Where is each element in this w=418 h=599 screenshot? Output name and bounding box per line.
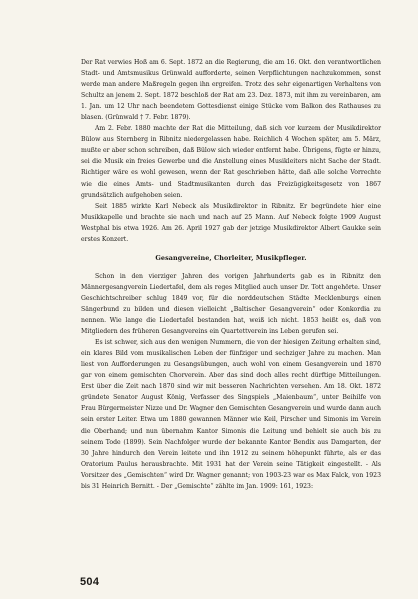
- page-number: 504: [80, 576, 100, 588]
- paragraph-buelow-1880: Am 2. Febr. 1880 machte der Rat die Mitteilung, daß sich vor kurzem der Musikdirektor Bülow aus Sternberg in Ribnitz niedergelassen habe. Reichlich 4 Wochen später, am 5. März, mußte er aber schon schreiben, daß Bülow sich wieder entfernt habe. Übrigens, fügte er hinzu, sei die Musik ein freies Gewerbe und die Anstellung eines Musikleiters nicht Sache der Stadt. Richtiger wäre es wohl gewesen, wenn der Rat geschrieben hätte, daß alle solche Vorrechte wie die eines Amts- und Stadtmusikanten durch das Freizügigkeitsgesetz von 1867 grundsätzlich aufgehoben seien.: [81, 125, 381, 199]
- paragraph-gemischter-verein: Es ist schwer, sich aus den wenigen Nummern, die von der hiesigen Zeitung erhalten sind, ein klares Bild vom musikalischen Leben der fünfziger und sechziger Jahre zu machen. Man liest von Aufforderungen zu Gesangsübungen, auch wohl von einem Gesangverein und 1870 gar von einem gemischten Chorverein. Aber das sind doch alles recht dürftige Mitteilungen. Erst über die Zeit nach 1870 sind wir mit besseren Nachrichten versehen. Am 18. Okt. 1872 gründete Senator August König, Verfasser des Singspiels „Maienbaum“, unter Beihilfe von Frau Bürgermeister Nizze und Dr. Wagner den Gemischten Gesangverein und wurde dann auch sein erster Leiter. Etwa um 1880 gewannen Männer wie Keil, Pirscher und Simonis im Verein die Oberhand; und nun übernahm Kantor Simonis die Leitung und behielt sie auch bis zu seinem Tode (1899). Sein Nachfolger wurde der bekannte Kantor Bendix aus Damgarten, der 30 Jahre hindurch den Verein leitete und ihn 1912 zu seinem höhepunkt führte, als er das Oratorium Paulus herausbrachte. Mit 1931 hat der Verein seine Tätigkeit eingestellt. - Als Vorsitzer des „Gemischten“ wird Dr. Wagner genannt; von 1903-23 war es Max Falck, von 1923 bis 31 Heinrich Bernitt. - Der „Gemischte“ zählte im Jan. 1909: 161, 1923:: [81, 339, 381, 490]
- paragraph-nebeck-1885: Seit 1885 wirkte Karl Nebeck als Musikdirektor in Ribnitz. Er begründete hier eine Musikkapelle und brachte sie nach und nach auf 25 Mann. Auf Nebeck folgte 1909 August Westphal bis etwa 1926. Am 26. April 1927 gab der jetzige Musikdirektor Albert Gaukke sein erstes Konzert.: [81, 202, 381, 243]
- paragraph-liedertafel: Schon in den vierziger Jahren des vorigen Jahrhunderts gab es in Ribnitz den Männergesangverein Liedertafel, dem als reges Mitglied auch unser Dr. Tott angehörte. Unser Geschichtschreiber schlug 1849 vor, für die norddeutschen Städte Mecklenburgs einen Sängerbund zu bilden und diesen vielleicht „Baltischer Gesangverein“ oder Konkordia zu nennen. Wie lange die Liedertafel bestanden hat, weiß ich nicht. 1853 heißt es, daß von Mitgliedern des früheren Gesangvereins ein Quartettverein ins Leben gerufen sei.: [81, 272, 381, 336]
- section-heading: Gesangvereine, Chorleiter, Musikpfleger.: [155, 253, 307, 262]
- body-text: [81, 57, 381, 492]
- paragraph-council-1872: Der Rat verwies Hoß am 6. Sept. 1872 an die Regierung, die am 16. Okt. den verantwortlichen Stadt- und Amtsmusikus Grünwald aufforderte, seinen Verpflichtungen nachzukommen, sonst werde man andere Maßregeln gegen ihn ergreifen. Trotz des sehr eigenartigen Verhaltens von Schultz an jenem 2. Sept. 1872 beschloß der Rat am 23. Dez. 1873, mit ihm zu vereinbaren, am 1. Jan. um 12 Uhr nach beendetem Gottesdienst einige Stücke vom Balkon des Rathauses zu blasen. (Grünwald † 7. Febr. 1879).: [81, 59, 381, 122]
